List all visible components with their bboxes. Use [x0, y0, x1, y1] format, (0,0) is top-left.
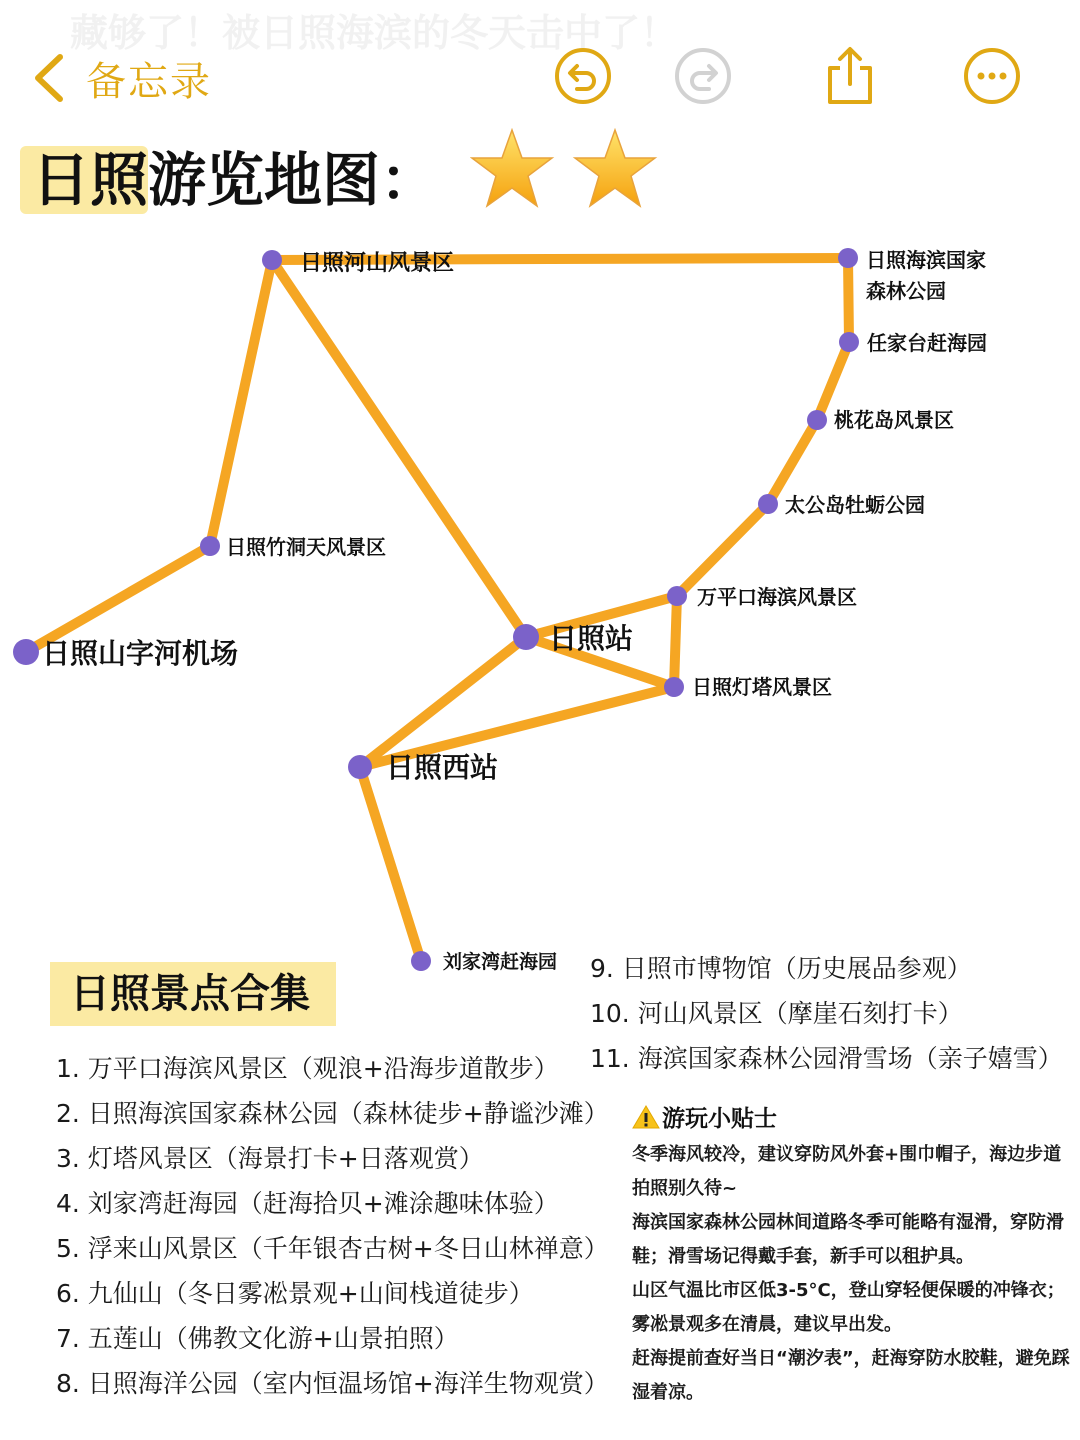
list-item: 11. 海滨国家森林公园滑雪场（亲子嬉雪）: [590, 1044, 1063, 1073]
list-item: 7. 五莲山（佛教文化游+山景拍照）: [56, 1324, 459, 1353]
node-lighthouse: [664, 677, 684, 697]
tips-heading: [632, 1100, 777, 1133]
attraction-list: [56, 1046, 609, 1406]
label-airport: 日照山字河机场: [42, 637, 239, 670]
attraction-list-continued: [590, 946, 1063, 1081]
label-wanpingkou: 万平口海滨风景区: [697, 585, 857, 609]
warning-icon: [632, 1104, 660, 1130]
node-west-station: [348, 755, 372, 779]
list-item: 9. 日照市博物馆（历史展品参观）: [590, 954, 972, 983]
node-wanpingkou: [667, 586, 687, 606]
label-forest-park-2: 森林公园: [866, 279, 946, 303]
section-title: 日照景点合集: [70, 971, 310, 1017]
label-station: 日照站: [549, 622, 634, 655]
faded-header-text: 藏够了！被日照海滨的冬天击中了！: [70, 11, 679, 55]
list-item: 6. 九仙山（冬日雾凇景观+山间栈道徒步）: [56, 1279, 534, 1308]
list-item: 1. 万平口海滨风景区（观浪+沿海步道散步）: [56, 1054, 559, 1083]
tips-paragraph: 冬季海风较冷，建议穿防风外套+围巾帽子，海边步道拍照别久待~: [632, 1144, 1062, 1199]
list-item: 3. 灯塔风景区（海景打卡+日落观赏）: [56, 1144, 484, 1173]
node-taigongdao: [758, 494, 778, 514]
node-taohuadao: [807, 410, 827, 430]
list-item: 4. 刘家湾赶海园（赶海拾贝+滩涂趣味体验）: [56, 1189, 559, 1218]
list-item: 2. 日照海滨国家森林公园（森林徒步+静谧沙滩）: [56, 1099, 609, 1128]
label-west-station: 日照西站: [386, 751, 499, 784]
node-heshan: [262, 250, 282, 270]
route-nodes: [13, 248, 859, 971]
node-zhudongtian: [200, 536, 220, 556]
label-liujiawan: 刘家湾赶海园: [443, 951, 558, 973]
label-taigongdao: 太公岛牡蛎公园: [785, 493, 925, 517]
back-label: 备忘录: [86, 58, 212, 105]
list-item: 8. 日照海洋公园（室内恒温场馆+海洋生物观赏）: [56, 1369, 609, 1398]
route-lines: [26, 258, 849, 961]
label-taohuadao: 桃花岛风景区: [834, 408, 954, 432]
node-forest-park: [838, 248, 858, 268]
tips-paragraph: 海滨国家森林公园林间道路冬季可能略有湿滑，穿防滑鞋；滑雪场记得戴手套，新手可以租护具。: [632, 1212, 1064, 1267]
label-lighthouse: 日照灯塔风景区: [692, 675, 832, 699]
tips-paragraph: 赶海提前查好当日“潮汐表”，赶海穿防水胶鞋，避免踩湿着凉。: [632, 1348, 1070, 1403]
tips-body: [632, 1138, 1072, 1410]
node-airport: [13, 639, 39, 665]
tips-title: 游玩小贴士: [662, 1106, 777, 1132]
node-liujiawan: [411, 951, 431, 971]
list-item: 10. 河山风景区（摩崖石刻打卡）: [590, 999, 963, 1028]
label-renjiatai: 任家台赶海园: [867, 331, 987, 355]
label-zhudongtian: 日照竹洞天风景区: [226, 535, 386, 559]
label-heshan: 日照河山风景区: [300, 251, 455, 276]
node-station: [513, 624, 539, 650]
tips-paragraph: 山区气温比市区低3-5°C，登山穿轻便保暖的冲锋衣；雾凇景观多在清晨，建议早出发。: [632, 1280, 1065, 1335]
node-renjiatai: [839, 332, 859, 352]
label-forest-park-1: 日照海滨国家: [866, 248, 986, 272]
page-title: 日照游览地图：: [32, 146, 439, 214]
list-item: 5. 浮来山风景区（千年银杏古树+冬日山林禅意）: [56, 1234, 609, 1263]
